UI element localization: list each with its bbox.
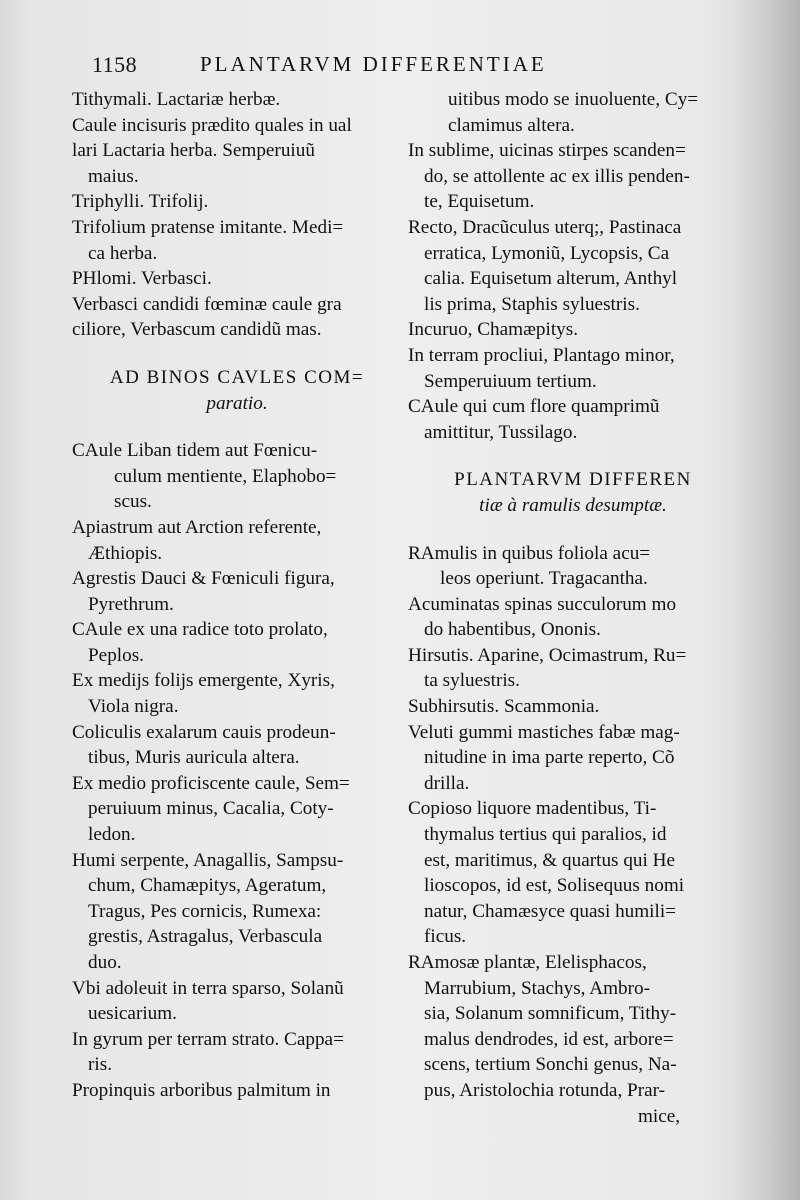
text-line: Vbi adoleuit in terra sparso, Solanũ — [72, 977, 344, 999]
text-line: Tragus, Pes cornicis, Rumexa: — [88, 900, 322, 922]
text-line: Acuminatas spinas succulorum mo — [408, 593, 677, 615]
text-line: te, Equisetum. — [424, 191, 535, 213]
text-line: Viola nigra. — [88, 696, 179, 718]
text-line: Copioso liquore madentibus, Ti- — [408, 798, 657, 820]
text-line: culum mentiente, Elaphobo= — [114, 465, 337, 487]
text-line: mice, — [638, 1105, 681, 1127]
section-subheading: tiæ à ramulis desumptæ. — [479, 494, 667, 516]
text-line: Apiastrum aut Arction referente, — [72, 516, 322, 538]
text-line: lari Lactaria herba. Semperuiuũ — [72, 140, 315, 162]
text-line: ta syluestris. — [424, 670, 520, 692]
text-line: scus. — [114, 491, 152, 513]
text-line: RAmosæ plantæ, Elelisphacos, — [408, 952, 647, 973]
text-line: Propinquis arboribus palmitum in — [72, 1079, 331, 1101]
running-title: PLANTARVM DIFFERENTIAE — [200, 52, 547, 76]
text-line: nitudine in ima parte reperto, Cõ — [424, 747, 675, 769]
text-line: pus, Aristolochia rotunda, Prar- — [424, 1079, 666, 1101]
text-line: CAule ex una radice toto prolato, — [72, 619, 328, 641]
text-line: Tithymali. Lactariæ herbæ. — [72, 89, 281, 110]
right-column — [408, 87, 738, 1129]
text-line: In gyrum per terram strato. Cappa= — [72, 1028, 344, 1050]
text-line: Veluti gummi mastiches fabæ mag- — [408, 721, 680, 743]
text-line: natur, Chamæsyce quasi humili= — [424, 900, 676, 922]
left-column — [72, 87, 402, 1104]
text-line: Pyrethrum. — [88, 593, 174, 615]
text-line: amittitur, Tussilago. — [424, 421, 578, 443]
text-line: chum, Chamæpitys, Ageratum, — [88, 875, 327, 897]
text-line: CAule Liban tidem aut Fœnicu- — [72, 440, 318, 462]
text-line: Ex medijs folijs emergente, Xyris, — [72, 670, 335, 692]
text-line: scens, tertium Sonchi genus, Na- — [424, 1054, 677, 1076]
text-line: ca herba. — [88, 242, 158, 264]
text-line: RAmulis in quibus foliola acu= — [408, 542, 651, 564]
text-line: thymalus tertius qui paralios, id — [424, 824, 667, 846]
text-line: est, maritimus, & quartus qui He — [424, 849, 676, 871]
page-edge-shadow — [730, 0, 800, 1200]
text-line: Semperuiuum tertium. — [424, 370, 597, 392]
section-subheading: paratio. — [206, 392, 268, 414]
text-line: grestis, Astragalus, Verbascula — [88, 926, 323, 948]
text-line: Subhirsutis. Scammonia. — [408, 696, 600, 718]
text-line: peruiuum minus, Cacalia, Coty- — [88, 798, 334, 820]
text-line: lis prima, Staphis syluestris. — [424, 293, 640, 315]
text-line: uitibus modo se inuoluente, Cy= — [448, 89, 699, 110]
text-line: erratica, Lymoniũ, Lycopsis, Ca — [424, 242, 670, 264]
text-line: drilla. — [424, 772, 470, 794]
text-line: uesicarium. — [88, 1003, 177, 1025]
text-line: ris. — [88, 1054, 112, 1076]
text-line: clamimus altera. — [448, 114, 575, 136]
text-line: Æthiopis. — [88, 542, 163, 564]
text-line: Ex medio proficiscente caule, Sem= — [72, 772, 350, 794]
text-line: Trifolium pratense imitante. Medi= — [72, 216, 344, 238]
text-line: Marrubium, Stachys, Ambro- — [424, 977, 650, 999]
text-line: Incuruo, Chamæpitys. — [408, 319, 579, 341]
text-line: duo. — [88, 952, 122, 973]
text-line: Hirsutis. Aparine, Ocimastrum, Ru= — [408, 644, 687, 666]
text-line: leos operiunt. Tragacantha. — [440, 568, 648, 590]
text-line: sia, Solanum somnificum, Tithy- — [424, 1003, 677, 1025]
text-line: do, se attollente ac ex illis penden- — [424, 165, 690, 187]
text-line: Humi serpente, Anagallis, Sampsu- — [72, 849, 344, 871]
text-line: do habentibus, Ononis. — [424, 619, 601, 641]
text-line: ledon. — [88, 824, 136, 846]
text-line: Recto, Dracũculus uterq;, Pastinaca — [408, 216, 682, 238]
page-header — [92, 52, 652, 82]
section-heading: PLANTARVM DIFFEREN — [454, 469, 692, 491]
text-line: In sublime, uicinas stirpes scanden= — [408, 140, 686, 162]
text-line: maius. — [88, 165, 139, 187]
text-line: CAule qui cum flore quamprimũ — [408, 396, 660, 418]
text-line: In terram procliui, Plantago minor, — [408, 344, 675, 366]
text-line: Coliculis exalarum cauis prodeun- — [72, 721, 336, 743]
text-line: malus dendrodes, id est, arbore= — [424, 1028, 674, 1050]
text-line: Caule incisuris prædito quales in ual — [72, 114, 352, 136]
text-line: ciliore, Verbascum candidũ mas. — [72, 319, 322, 341]
text-line: tibus, Muris auricula altera. — [88, 747, 300, 769]
section-heading: AD BINOS CAVLES COM= — [109, 366, 365, 388]
text-line: PHlomi. Verbasci. — [72, 268, 212, 290]
text-line: Agrestis Dauci & Fœniculi figura, — [72, 568, 335, 590]
text-line: calia. Equisetum alterum, Anthyl — [424, 268, 678, 290]
text-line: Peplos. — [88, 644, 144, 666]
text-line: Triphylli. Trifolij. — [72, 191, 209, 213]
page-number: 1158 — [92, 52, 138, 77]
text-line: Verbasci candidi fœminæ caule gra — [72, 293, 342, 315]
text-line: lioscopos, id est, Solisequus nomi — [424, 875, 685, 897]
text-line: ficus. — [424, 926, 467, 948]
